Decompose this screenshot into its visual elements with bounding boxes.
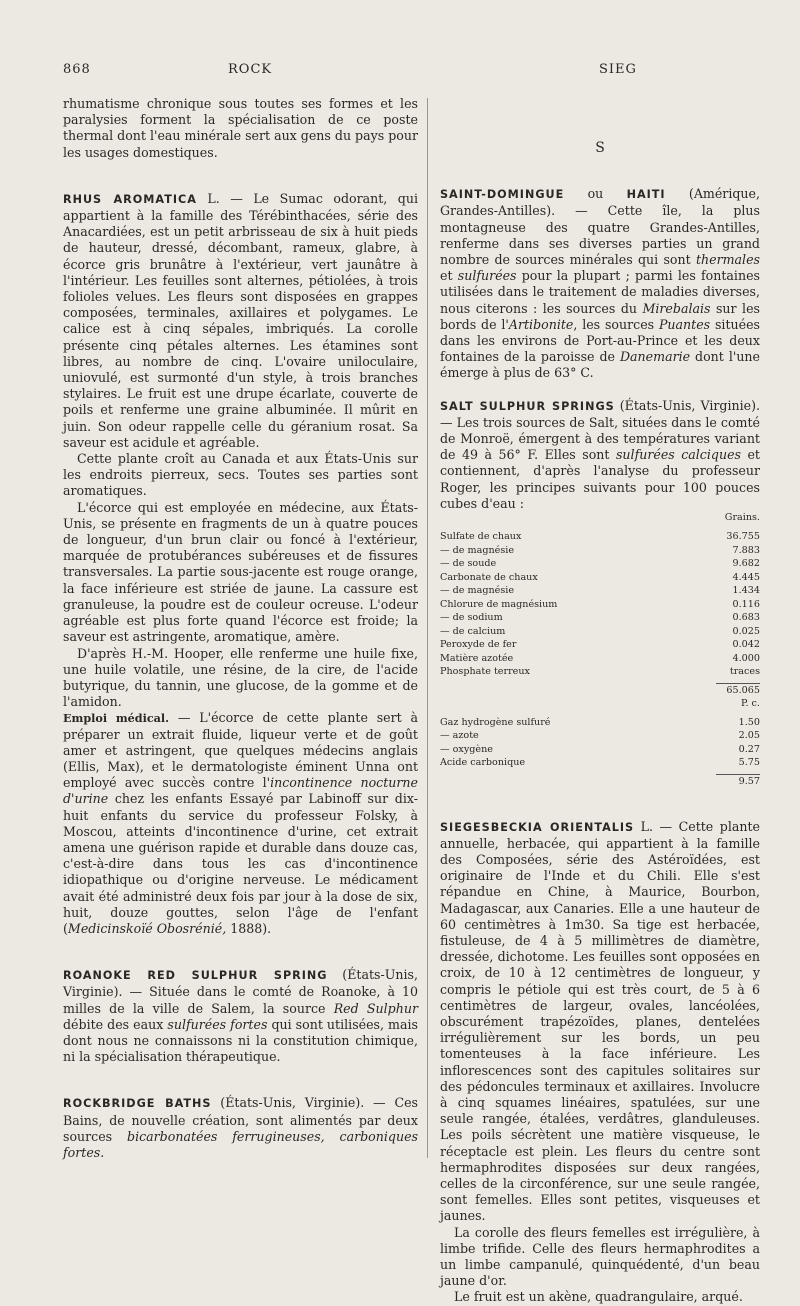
entry-title: SALT SULPHUR SPRINGS: [440, 399, 615, 413]
text-run: — L'écorce de cette plante sert à préparer un extrait fluide, liqueur verte et de goût amer et astringent, que quelques médecins anglais (Ellis, Max), et le dermatologiste éminent Unna ont employé avec succès contre l': [63, 710, 418, 791]
text-run: ou: [564, 186, 627, 202]
entry-salt-sulphur: [440, 398, 760, 789]
left-column: [63, 96, 418, 1161]
row-label: — oxygène: [440, 743, 493, 755]
subheading: Emploi médical.: [63, 711, 170, 726]
intro-paragraph: rhumatisme chronique sous toutes ses formes et les paralysies forment la spécialisation de ce poste thermal dont l'eau minérale sert aux gens du pays pour les usages domestiques.: [63, 96, 418, 160]
text-run: et contiennent, d'après l'analyse du professeur Roger, les principes suivants pour 100 pouces cubes d'eau :: [440, 447, 760, 511]
text-run: débite des eaux: [63, 1016, 168, 1032]
entry-title: RHUS AROMATICA: [63, 192, 197, 206]
rhus-paragraph-4: D'après H.-M. Hooper, elle renferme une huile fixe, une huile volatile, une résine, de la cire, de l'acide butyrique, du tannin, une glucose, de la gomme et de l'amidon.: [63, 645, 418, 710]
row-label: — azote: [440, 730, 479, 742]
text-run-italic: Danemarie: [619, 349, 691, 365]
row-value: 7.883: [732, 544, 760, 556]
table-row: [440, 584, 760, 598]
row-value: 2.05: [738, 730, 760, 742]
row-value: 9.682: [732, 558, 760, 570]
entry-rockbridge: [63, 1095, 418, 1161]
row-value: 0.025: [732, 625, 760, 637]
right-running-head: SIEG: [599, 62, 637, 77]
row-label: Gaz hydrogène sulfuré: [440, 716, 551, 728]
row-label: Peroxyde de fer: [440, 639, 517, 651]
row-label: Acide carbonique: [440, 757, 526, 769]
rhus-paragraph-1: [63, 191, 418, 451]
citation: Medicinskoïé Obosrénié,: [67, 920, 227, 936]
table-row: [440, 598, 760, 612]
row-value: 1.50: [738, 716, 760, 728]
row-value: 0.683: [732, 612, 760, 624]
section-letter: S: [595, 140, 605, 156]
table-row: [440, 743, 760, 757]
row-label: Carbonate de chaux: [440, 571, 538, 583]
column-divider: [427, 98, 428, 1158]
text-run-italic: sulfurées fortes: [167, 1016, 268, 1032]
text-run: qui sont utilisées, mais dont nous ne connaissons ni la constitution chimique, ni la spécialisation thérapeutique.: [63, 1016, 418, 1065]
table-row: [440, 530, 760, 544]
row-value: traces: [729, 666, 760, 678]
text-run-italic: Puantes: [658, 316, 711, 332]
table-row: [440, 544, 760, 558]
row-label: Chlorure de magnésium: [440, 598, 558, 610]
right-column: [440, 126, 760, 1306]
text-run: dont l'une émerge à plus de 63° C.: [440, 349, 760, 381]
row-value: 0.042: [732, 639, 760, 651]
row-label: — de magnésie: [440, 585, 514, 597]
table-row: [440, 557, 760, 571]
table-row: [440, 638, 760, 652]
text-run-italic: sulfurées: [457, 268, 517, 284]
row-label: — de sodium: [440, 612, 503, 624]
gas-table: [440, 716, 760, 770]
entry-title: ROANOKE RED SULPHUR SPRING: [63, 969, 328, 983]
entry-title: SIEGESBECKIA ORIENTALIS: [440, 820, 635, 834]
entry-siegesbeckia: [440, 819, 760, 1306]
text-run: 1888).: [226, 920, 272, 936]
row-value: 0.27: [738, 743, 760, 755]
table-row: [440, 716, 760, 730]
text-run: et: [440, 268, 458, 284]
text-run: (États-Unis, Virginie). — Située dans le comté de Roanoke, à 10 milles de la ville de Salem, la source: [63, 967, 418, 1016]
salt-paragraph: [440, 398, 760, 512]
rhus-paragraph-3: L'écorce qui est employée en médecine, aux États-Unis, se présente en fragments de un à quatre pouces de longueur, d'un brun clair ou foncé à l'extérieur, marquée de protubérances subéreuses et de fissures transversales. La partie sous-jacente est rouge orange, la face inférieure est striée de jaune. La cassure est granuleuse, la poudre est de couleur ocreuse. L'odeur agréable est plus forte quand l'écorce est froide; la saveur est astringente, aromatique, amère.: [63, 499, 418, 645]
text-run-italic: thermales: [695, 252, 760, 268]
table-unit: Grains.: [724, 512, 760, 524]
text-run-italic: sulfurées calciques: [615, 447, 741, 463]
entry-roanoke: [63, 967, 418, 1065]
siegesbeckia-paragraph-2: La corolle des fleurs femelles est irrégulière, à limbe trifide. Celle des fleurs hermaphrodites a un limbe campanulé, quinquédenté, d'un beau jaune d'or.: [440, 1224, 760, 1289]
entry-saint-domingue: [440, 186, 760, 381]
text-run: L. — Cette plante annuelle, herbacée, qui appartient à la famille des Composées, série des Astéroïdées, est originaire de l'Inde et du Chili. Elle s'est répandue en Chine, à Maurice, Bourbon, Madagascar, aux Canaries. Elle a une hauteur de 60 centimètres à 1m30. Sa tige est herbacée, fistuleuse, de 4 à 5 millimètres de diamètre, dressée, dichotome. Les feuilles sont opposées en croix, de 10 à 12 centimètres de longueur, y compris le pétiole qui est très court, de 5 à 6 centimètres de largeur, ovales, lancéolées, obscurément trapézoïdes, planes, dentelées irrégulièrement sur les bords, un peu tomenteuses à la face inférieure. Les inflorescences sont des capitules solitaires sur des pédoncules terminaux et axillaires. Involucre à cinq squames linéaires, spatulées, sur une seule rangée, étalées, verdâtres, glanduleuses. Les poils sécrètent une matière visqueuse, le réceptacle est plein. Les fleurs du centre sont hermaphrodites disposées sur deux rangées, celles de la circonférence, sur une seule rangée, sont femelles. Elles sont petites, visqueuses et jaunes.: [440, 818, 761, 1224]
text-run: chez les enfants Essayé par Labinoff sur dix-huit enfants du service du professeur Folsky, à Moscou, atteints d'incontinence d'urine, cet extrait amena une guérison rapide et durable dans douze cas, c'est-à-dire dans tous les cas d'incontinence idiopathique ou d'origine nerveuse. Le médicament avait été administré deux fois par jour à la dose de six, huit, douze gouttes, selon l'âge de l'enfant (: [63, 791, 418, 936]
row-label: Matière azotée: [440, 652, 514, 664]
row-value: 4.000: [732, 652, 760, 664]
text-run-italic: bicarbonatées ferrugineuses, carboniques fortes.: [63, 1128, 418, 1160]
text-run-italic: Red Sulphur: [333, 1000, 418, 1016]
page-number: 868: [63, 62, 91, 77]
gas-table-total: 9.57: [716, 774, 760, 789]
rockbridge-paragraph: [63, 1095, 418, 1161]
text-run-italic: Mirebalais: [642, 300, 711, 316]
entry-text: L. — Le Sumac odorant, qui appartient à la famille des Térébinthacées, série des Anacardiées, est un petit arbrisseau de six à huit pieds de hauteur, dressé, décombant, rameux, glabre, à écorce gris brunâtre à l'extérieur, vert jaunâtre à l'intérieur. Les feuilles sont alternes, pétiolées, à trois folioles velues. Les fleurs sont disposées en grappes composées, terminales, axillaires et polygames. Le calice est à cinq sépales, imbriqués. La corolle présente cinq pétales alternes. Les étamines sont libres, au nombre de cinq. L'ovaire uniloculaire, uniovulé, est surmonté d'un style, à trois branches stylaires. Le fruit est une drupe écarlate, couverte de poils et renferme une graine albuminée. Il mûrit en juin. Son odeur rappelle celle du géranium rosat. Sa saveur est acidule et agréable.: [63, 190, 418, 450]
left-running-head: ROCK: [228, 62, 273, 77]
text-run: (États-Unis, Virginie). — Ces Bains, de nouvelle création, sont alimentés par deux sources: [63, 1095, 418, 1144]
text-run: sur les bords de l': [440, 300, 761, 332]
table-row: [440, 756, 760, 770]
saint-domingue-paragraph: [440, 186, 760, 381]
entry-title: SAINT-DOMINGUE: [440, 188, 565, 202]
rhus-paragraph-2: Cette plante croît au Canada et aux États-Unis sur les endroits pierreux, secs. Toutes ses parties sont aromatiques.: [63, 451, 418, 499]
table-total: 65.065: [716, 683, 760, 698]
siegesbeckia-paragraph-1: [440, 819, 760, 1225]
text-run: , les sources: [573, 316, 659, 332]
roanoke-paragraph: [63, 967, 418, 1065]
row-value: 5.75: [738, 757, 760, 769]
row-label: Phosphate terreux: [440, 666, 530, 678]
row-label: — de magnésie: [440, 544, 514, 556]
composition-table: [440, 530, 760, 679]
entry-title-alt: HAITI: [626, 188, 666, 202]
table-row: [440, 652, 760, 666]
text-run: (États-Unis, Virginie). — Les trois sources de Salt, situées dans le comté de Monroë, émergent à des températures variant de 49 à 56° F. Elles sont: [440, 397, 760, 463]
text-run-italic: incontinence nocturne d'urine: [63, 775, 418, 807]
row-label: Sulfate de chaux: [440, 531, 522, 543]
row-value: 36.755: [726, 531, 760, 543]
row-value: 4.445: [732, 571, 760, 583]
text-run-italic: Artibonite: [508, 316, 574, 332]
row-value: 1.434: [732, 585, 760, 597]
row-label: — de calcium: [440, 625, 506, 637]
entry-title: ROCKBRIDGE BATHS: [63, 1097, 212, 1111]
table-row: [440, 625, 760, 639]
table-row: [440, 665, 760, 679]
entry-rhus-aromatica: [63, 191, 418, 937]
table-row: [440, 571, 760, 585]
row-value: 0.116: [732, 598, 760, 610]
gas-table-unit: P. c.: [740, 697, 760, 709]
text-run: pour la plupart ; parmi les fontaines utilisées dans le traitement de maladies diverses, nous citerons : les sources du: [440, 268, 760, 316]
table-row: [440, 729, 760, 743]
table-row: [440, 611, 760, 625]
text-run: situées dans les environs de Port-au-Prince et les deux fontaines de la paroisse de: [440, 316, 760, 365]
row-label: — de soude: [440, 558, 497, 570]
text-run: (Amérique, Grandes-Antilles). — Cette île, la plus montagneuse des quatre Grandes-Antilles, renferme dans ses diverses parties un grand nombre de sources minérales qui sont: [440, 186, 760, 268]
rhus-paragraph-5: [63, 710, 418, 937]
siegesbeckia-paragraph-3: Le fruit est un akène, quadrangulaire, arqué.: [454, 1289, 743, 1305]
